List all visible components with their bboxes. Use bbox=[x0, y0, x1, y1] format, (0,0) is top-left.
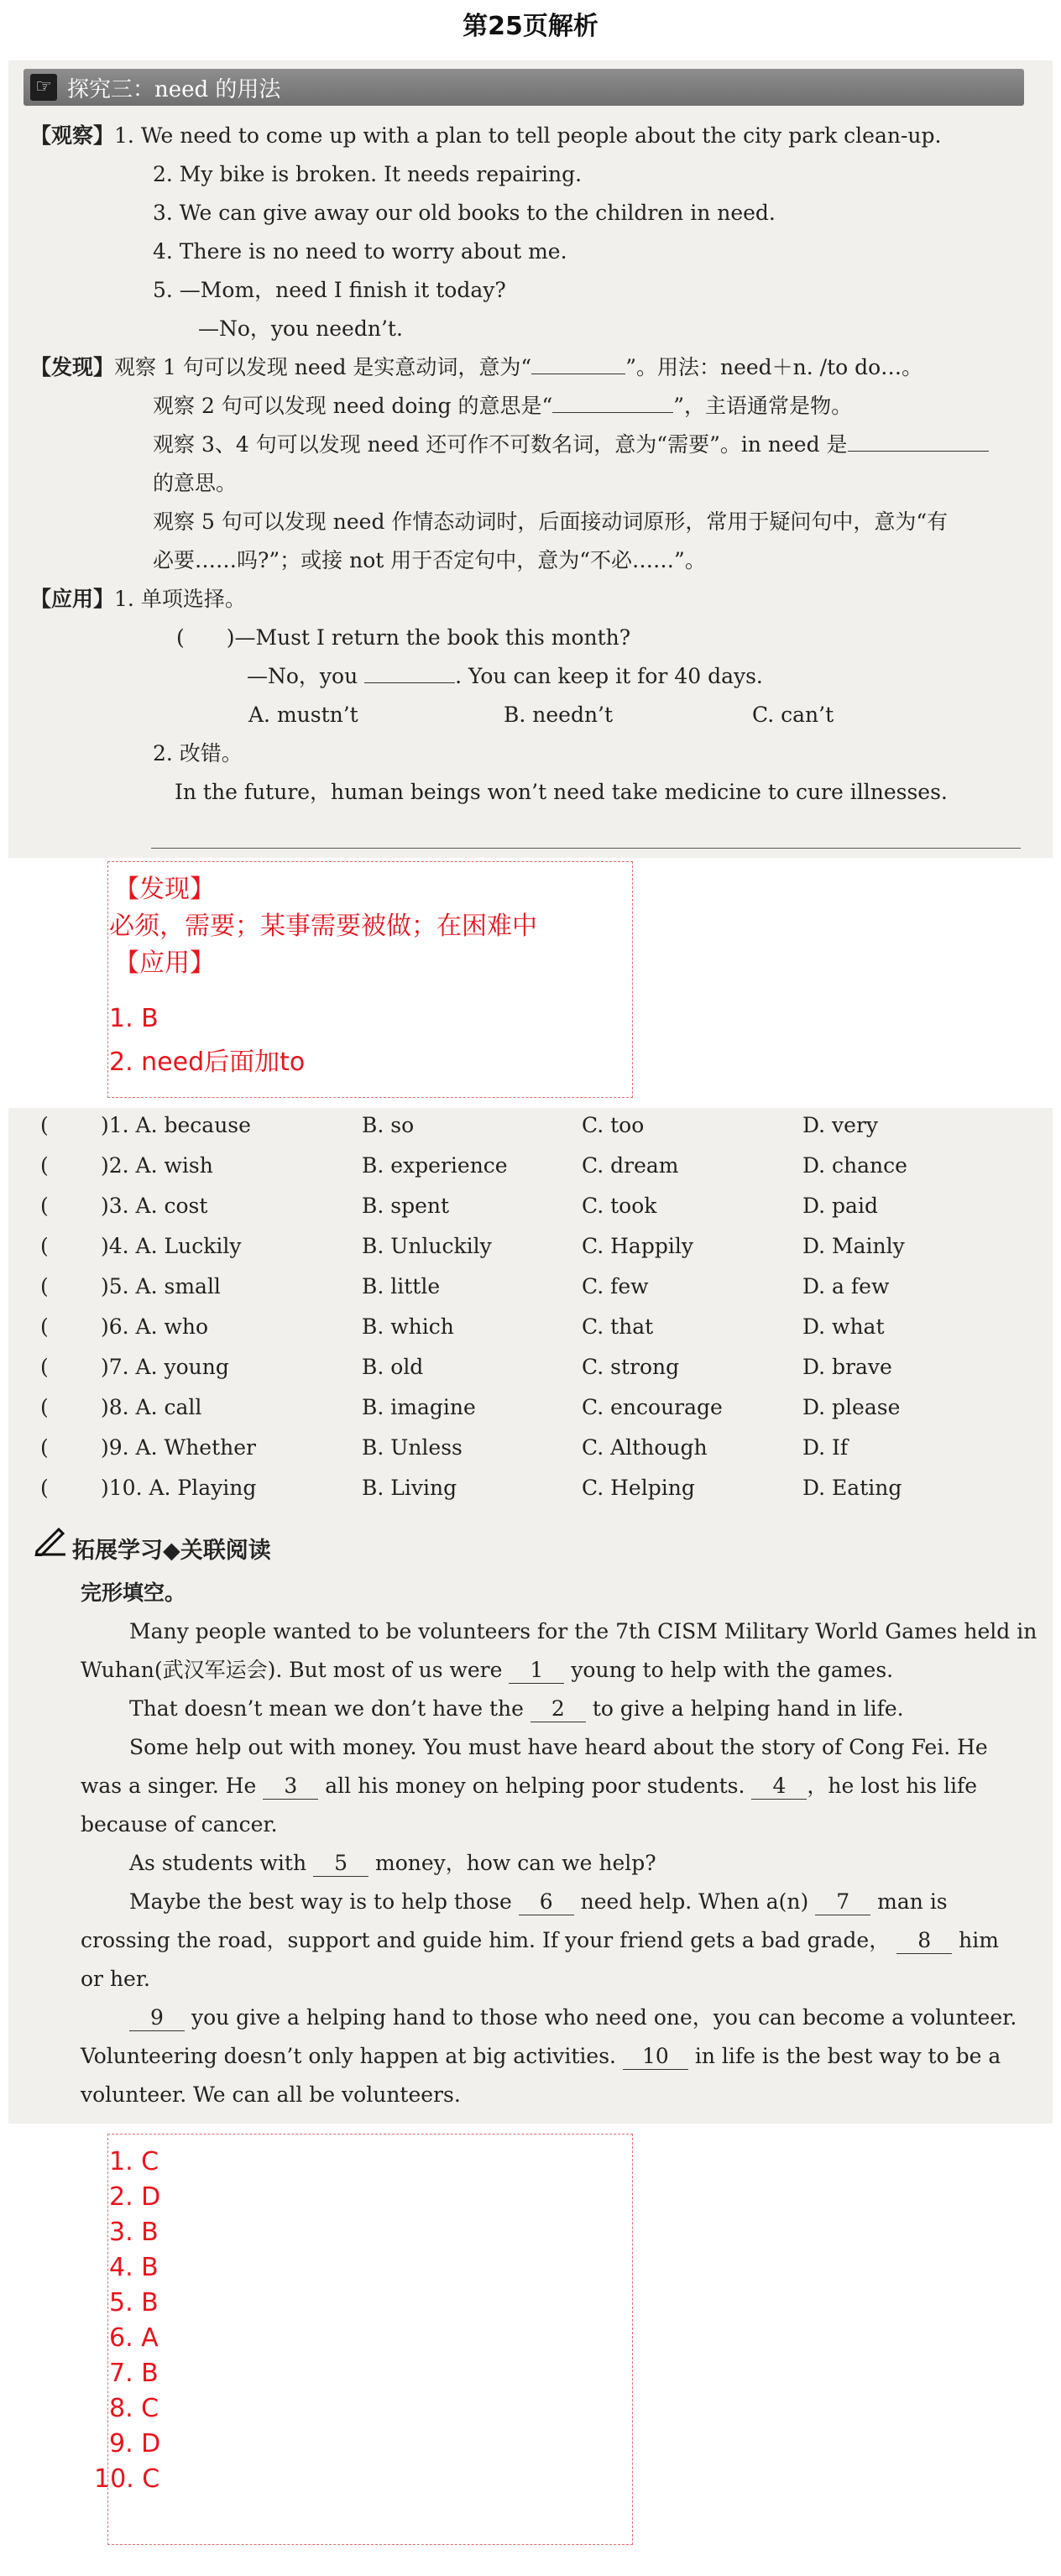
passage-line: or her. bbox=[81, 1967, 150, 1991]
blank-4: 4 bbox=[751, 1777, 807, 1800]
find-text: 观察 1 句可以发现 need 是实意动词，意为“ bbox=[114, 355, 532, 379]
choice-row bbox=[40, 1435, 1048, 1476]
passage-text: him bbox=[959, 1928, 999, 1952]
option-c: C. strong bbox=[582, 1355, 680, 1379]
blank-5: 5 bbox=[313, 1854, 368, 1877]
task-label: 完形填空。 bbox=[81, 1581, 186, 1605]
passage-line bbox=[81, 2043, 1001, 2070]
option-a: A. mustn’t bbox=[248, 703, 358, 727]
answer-line: 1. B bbox=[109, 1004, 159, 1033]
answer-line bbox=[151, 848, 1021, 849]
answer-line: 2. D bbox=[109, 2182, 161, 2212]
find-tag: 【发现】 bbox=[30, 355, 115, 379]
passage-text: need help. When a(n) bbox=[580, 1889, 809, 1914]
passage-line bbox=[129, 1889, 948, 1915]
option-b: B. imagine bbox=[362, 1395, 476, 1419]
observe-line: 2. My bike is broken. It needs repairing. bbox=[153, 162, 583, 186]
answer-blank bbox=[552, 394, 673, 413]
blank-8: 8 bbox=[896, 1931, 952, 1954]
paren: ( bbox=[40, 1476, 49, 1500]
answer-blank bbox=[531, 355, 625, 374]
find-text: 观察 2 句可以发现 need doing 的意思是“ bbox=[153, 394, 553, 418]
passage-line bbox=[129, 1696, 904, 1722]
answer-box-2 bbox=[107, 2134, 633, 2545]
answer-blank bbox=[848, 432, 989, 452]
answer-line: 9. D bbox=[109, 2429, 161, 2458]
option-c: C. dream bbox=[582, 1153, 679, 1178]
blank-1: 1 bbox=[509, 1661, 564, 1684]
option-b: B. which bbox=[362, 1314, 454, 1339]
find-text: 观察 3、4 句可以发现 need 还可作不可数名词，意为“需要”。in need 是 bbox=[153, 432, 848, 457]
answer-line: 5. B bbox=[109, 2288, 159, 2317]
blank-7: 7 bbox=[815, 1893, 870, 1915]
passage-text: was a singer. He bbox=[81, 1774, 257, 1798]
choice-row bbox=[40, 1395, 1048, 1435]
option-a: )5. A. small bbox=[101, 1274, 221, 1298]
find-text: 观察 5 句可以发现 need 作情态动词时，后面接动词原形，常用于疑问句中，意为“有 bbox=[153, 509, 949, 534]
apply-answer-line bbox=[247, 663, 763, 690]
paren: ( bbox=[40, 1355, 49, 1379]
paren: ( bbox=[40, 1153, 49, 1178]
passage-text: Wuhan(武汉军运会). But most of us were bbox=[81, 1658, 503, 1682]
observe-block bbox=[30, 123, 941, 149]
passage-text: in life is the best way to be a bbox=[694, 2044, 1001, 2068]
find-line-3 bbox=[153, 431, 989, 458]
passage-text: man is bbox=[877, 1889, 948, 1914]
option-c: C. Helping bbox=[582, 1476, 695, 1500]
option-b: B. spent bbox=[362, 1194, 450, 1218]
answer-line: 4. B bbox=[109, 2253, 159, 2282]
passage-line: because of cancer. bbox=[81, 1812, 278, 1837]
choice-row bbox=[40, 1234, 1048, 1274]
passage-line: Some help out with money. You must have heard about the story of Cong Fei. He bbox=[129, 1735, 988, 1759]
choice-row bbox=[40, 1274, 1048, 1314]
blank-2: 2 bbox=[530, 1700, 586, 1722]
passage-text: money，how can we help? bbox=[374, 1851, 656, 1875]
option-b: B. experience bbox=[362, 1153, 508, 1178]
pointing-hand-icon: ☞ bbox=[30, 74, 57, 101]
page-title: 第25页解析 bbox=[463, 12, 598, 41]
option-c: C. Although bbox=[582, 1435, 708, 1460]
passage-line bbox=[129, 1850, 656, 1877]
answer-line: 3. B bbox=[109, 2218, 159, 2247]
passage-line: Many people wanted to be volunteers for the 7th CISM Military World Games held in bbox=[129, 1619, 1037, 1643]
find-text: 必要……吗?”；或接 not 用于否定句中，意为“不必……”。 bbox=[153, 548, 706, 572]
option-a: )6. A. who bbox=[101, 1314, 209, 1339]
choice-row bbox=[40, 1355, 1048, 1395]
passage-text: Volunteering doesn’t only happen at big activities. bbox=[81, 2044, 616, 2068]
answer-line: 【应用】 bbox=[114, 948, 215, 978]
answer-line: 2. need后面加to bbox=[109, 1048, 306, 1077]
option-b: B. old bbox=[362, 1355, 424, 1379]
passage-text: you give a helping hand to those who need one，you can become a volunteer. bbox=[191, 2005, 1017, 2030]
option-c: C. too bbox=[582, 1113, 645, 1137]
option-d: D. If bbox=[802, 1435, 849, 1460]
passage-text: That doesn’t mean we don’t have the bbox=[129, 1696, 524, 1721]
option-c: C. encourage bbox=[582, 1395, 723, 1419]
find-line-2 bbox=[153, 393, 852, 420]
option-a: )8. A. call bbox=[101, 1395, 202, 1419]
blank-3: 3 bbox=[263, 1777, 318, 1800]
apply-text: . You can keep it for 40 days. bbox=[455, 664, 763, 688]
choice-row bbox=[40, 1314, 1048, 1355]
answer-line: 8. C bbox=[109, 2394, 159, 2423]
observe-line: 4. There is no need to worry about me. bbox=[153, 239, 567, 264]
option-d: D. chance bbox=[802, 1153, 907, 1178]
option-a: )1. A. because bbox=[101, 1113, 251, 1137]
passage-line bbox=[81, 1773, 977, 1800]
option-c: C. took bbox=[582, 1194, 657, 1218]
option-b: B. Unluckily bbox=[362, 1234, 492, 1258]
option-d: D. Eating bbox=[802, 1476, 902, 1500]
observe-line: 3. We can give away our old books to the children in need. bbox=[153, 201, 776, 225]
correction-sentence: In the future，human beings won’t need take medicine to cure illnesses. bbox=[175, 780, 948, 804]
banner-title: 探究三：need 的用法 bbox=[67, 77, 281, 102]
passage-line: volunteer. We can all be volunteers. bbox=[81, 2082, 461, 2107]
paren: ( bbox=[40, 1395, 49, 1419]
find-text: ”，主语通常是物。 bbox=[673, 394, 853, 418]
option-a: )4. A. Luckily bbox=[101, 1234, 242, 1258]
blank-9: 9 bbox=[129, 2009, 185, 2031]
passage-text: to give a helping hand in life. bbox=[592, 1696, 904, 1721]
reading-section-title: 拓展学习◆关联阅读 bbox=[72, 1538, 271, 1564]
passage-text: As students with bbox=[129, 1851, 307, 1875]
passage-text: all his money on helping poor students. bbox=[325, 1774, 745, 1798]
paren: ( bbox=[40, 1435, 49, 1460]
passage-line bbox=[81, 1927, 999, 1954]
option-d: D. Mainly bbox=[802, 1234, 905, 1258]
answer-blank bbox=[364, 664, 455, 683]
option-b: B. so bbox=[362, 1113, 415, 1137]
option-d: D. paid bbox=[802, 1194, 878, 1218]
blank-6: 6 bbox=[519, 1893, 574, 1915]
passage-text: Maybe the best way is to help those bbox=[129, 1889, 512, 1914]
paren: ( bbox=[40, 1194, 49, 1218]
find-line-1 bbox=[30, 354, 922, 381]
option-d: D. very bbox=[802, 1113, 879, 1137]
option-b: B. little bbox=[362, 1274, 441, 1298]
apply-question-label: 1. 单项选择。 bbox=[114, 587, 246, 611]
find-text: ”。用法：need＋n. /to do…。 bbox=[625, 355, 923, 379]
observe-line: 1. We need to come up with a plan to tell people about the city park clean-up. bbox=[114, 123, 942, 148]
apply-tag: 【应用】 bbox=[30, 587, 115, 611]
passage-text: young to help with the games. bbox=[571, 1658, 894, 1682]
apply-line-1 bbox=[30, 586, 246, 613]
apply-text: —No，you bbox=[247, 664, 358, 688]
observe-line: —No，you needn’t. bbox=[198, 316, 403, 341]
option-d: D. what bbox=[802, 1314, 885, 1339]
option-b: B. Living bbox=[362, 1476, 457, 1500]
observe-line: 5. —Mom，need I finish it today? bbox=[153, 278, 506, 302]
option-a: )7. A. young bbox=[101, 1355, 229, 1379]
option-d: D. please bbox=[802, 1395, 901, 1419]
answer-line: 必须，需要；某事需要被做；在困难中 bbox=[109, 912, 537, 941]
option-c: C. few bbox=[582, 1274, 649, 1298]
option-a: )10. A. Playing bbox=[101, 1476, 257, 1500]
paren: ( bbox=[40, 1113, 49, 1137]
choice-row bbox=[40, 1194, 1048, 1234]
passage-line bbox=[129, 2004, 1017, 2031]
answer-line: 7. B bbox=[109, 2359, 159, 2388]
pencil-icon bbox=[34, 1526, 67, 1556]
paren: ( bbox=[40, 1274, 49, 1298]
option-c: C. Happily bbox=[582, 1234, 693, 1258]
option-d: D. brave bbox=[802, 1355, 892, 1379]
choice-row bbox=[40, 1153, 1048, 1194]
blank-10: 10 bbox=[623, 2047, 688, 2070]
answer-line: 6. A bbox=[109, 2323, 159, 2353]
apply-question-label: 2. 改错。 bbox=[153, 741, 243, 765]
observe-tag: 【观察】 bbox=[30, 123, 115, 148]
paren: ( bbox=[40, 1234, 49, 1258]
answer-line: 10. C bbox=[94, 2464, 160, 2494]
answer-line: 【发现】 bbox=[114, 875, 215, 904]
choice-row bbox=[40, 1113, 1048, 1153]
option-b: B. needn’t bbox=[504, 703, 614, 727]
apply-question: ( )—Must I return the book this month? bbox=[176, 625, 631, 650]
option-b: B. Unless bbox=[362, 1435, 463, 1460]
option-c: C. that bbox=[582, 1314, 654, 1339]
option-a: )2. A. wish bbox=[101, 1153, 213, 1178]
option-a: )3. A. cost bbox=[101, 1194, 208, 1218]
paren: ( bbox=[40, 1314, 49, 1339]
passage-line bbox=[81, 1657, 893, 1684]
passage-text: crossing the road，support and guide him. If your friend gets a bad grade， bbox=[81, 1928, 891, 1952]
choice-row bbox=[40, 1476, 1048, 1516]
find-text: 的意思。 bbox=[153, 471, 238, 495]
option-c: C. can’t bbox=[752, 703, 834, 727]
option-a: )9. A. Whether bbox=[101, 1435, 256, 1460]
passage-text: ，he lost his life bbox=[807, 1774, 978, 1798]
answer-line: 1. C bbox=[109, 2147, 159, 2176]
option-d: D. a few bbox=[802, 1274, 890, 1298]
